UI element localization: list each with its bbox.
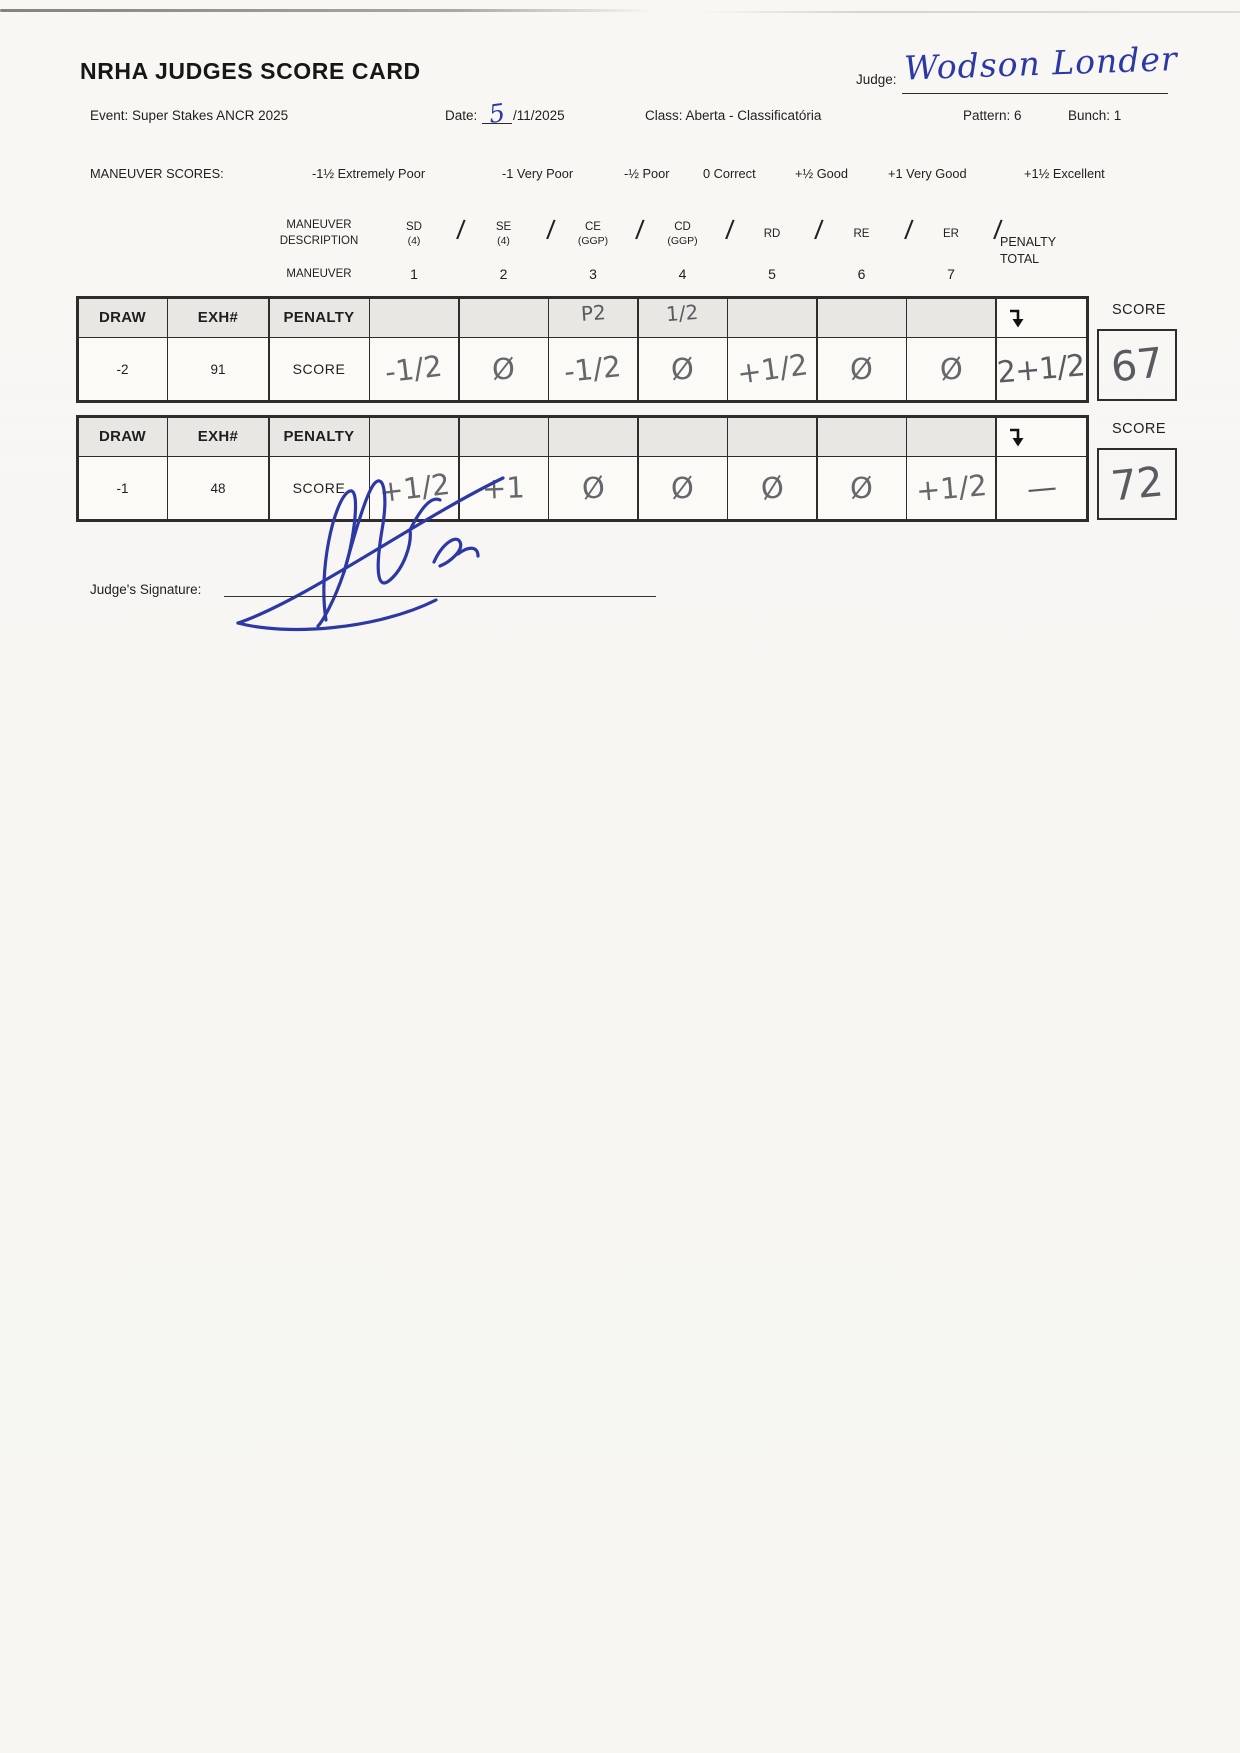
draw-header-cell: DRAW (79, 299, 167, 337)
penalty-total-value-cell: 2+1/2 (997, 338, 1086, 400)
penalty-note-cell: 1/2 (639, 299, 727, 337)
maneuver-score-cell: +1/2 (728, 338, 816, 400)
penalty-total-label: PENALTY TOTAL (1000, 235, 1057, 266)
event-value: Super Stakes ANCR 2025 (132, 108, 289, 123)
maneuver-score-cell: Ø (728, 457, 816, 519)
maneuver-row-label: MANEUVER (286, 268, 352, 280)
exh-header-cell: EXH# (168, 299, 268, 337)
maneuver-score-cell: Ø (818, 457, 906, 519)
bunch-field (1068, 108, 1121, 123)
penalty-note-cell (460, 299, 548, 337)
penalty-header-cell: PENALTY (270, 299, 369, 337)
divider-slash: / (456, 214, 467, 246)
draw-header-cell: DRAW (79, 418, 167, 456)
maneuver-scores-legend (0, 166, 1240, 188)
legend-item: -½ Poor (624, 166, 670, 181)
divider-slash: / (545, 214, 557, 246)
event-label: Event: (90, 108, 129, 123)
draw-value-cell: -2 (79, 338, 167, 400)
maneuver-number: 5 (768, 266, 776, 282)
penalty-note-cell (728, 299, 816, 337)
legend-item: +1½ Excellent (1024, 166, 1105, 181)
score-box: 72 (1097, 448, 1177, 520)
maneuver-score-cell: Ø (460, 338, 548, 400)
judge-name-handwritten: Wodson Londer (903, 39, 1179, 88)
score-column-label: SCORE (1111, 421, 1167, 437)
legend-item: 0 Correct (703, 166, 756, 181)
maneuver-score-cell: +1 (460, 457, 548, 519)
exh-value-cell: 91 (168, 338, 268, 400)
maneuver-score-cell: Ø (639, 457, 727, 519)
maneuver-score-cell: -1/2 (549, 338, 637, 400)
event-field (90, 108, 288, 123)
maneuver-col-er: ER / (907, 210, 995, 258)
corner-down-arrow-icon (1007, 307, 1027, 329)
legend-item: +1 Very Good (888, 166, 967, 181)
date-label: Date: (445, 108, 478, 123)
maneuver-score-cell: Ø (818, 338, 906, 400)
maneuver-col-se: SE (4) / (495, 214, 557, 247)
penalty-note-cell (818, 299, 906, 337)
maneuver-number: 4 (678, 266, 687, 282)
maneuver-number: 7 (947, 266, 955, 282)
maneuver-number: 2 (499, 266, 508, 282)
judge-label: Judge: (856, 72, 897, 87)
judge-signature-line (224, 596, 656, 597)
legend-item: +½ Good (795, 166, 849, 181)
info-row (0, 98, 1240, 134)
maneuver-score-cell: +1/2 (907, 457, 995, 519)
pattern-value: 6 (1014, 108, 1022, 123)
scan-artifact-line (700, 11, 1240, 13)
maneuver-score-cell: -1/2 (370, 338, 458, 400)
judge-signature-ink (226, 450, 526, 635)
penalty-total-header-cell (997, 299, 1086, 337)
bunch-value: 1 (1113, 108, 1122, 123)
class-label: Class: (645, 108, 683, 123)
maneuver-col-ce: CE (GGP) / (577, 214, 646, 247)
penalty-note-cell (818, 418, 906, 456)
maneuver-header (76, 210, 1094, 290)
divider-slash: / (635, 214, 646, 246)
maneuver-description-label: MANEUVER DESCRIPTION (279, 219, 359, 247)
penalty-note-cell (907, 418, 995, 456)
score-row-label-cell: SCORE (270, 457, 369, 519)
maneuver-col-rd: RD / (728, 210, 816, 258)
penalty-note-cell (728, 418, 816, 456)
divider-slash: / (993, 214, 1004, 246)
date-day-handwritten: 5 (487, 98, 507, 129)
penalty-total-value-cell: — (997, 457, 1086, 519)
date-day-underline (482, 98, 512, 129)
legend-item: -1½ Extremely Poor (312, 166, 426, 181)
score-table-entry-1 (76, 296, 1167, 403)
draw-value-cell: -1 (79, 457, 167, 519)
maneuver-number: 3 (589, 266, 597, 282)
exh-value-cell: 48 (168, 457, 268, 519)
scan-artifact-line (0, 9, 652, 12)
maneuver-col-cd: CD (GGP) / (667, 214, 736, 247)
bunch-label: Bunch: (1068, 108, 1111, 123)
penalty-total-header-cell (997, 418, 1086, 456)
divider-slash: / (724, 214, 736, 246)
maneuver-score-cell: Ø (549, 457, 637, 519)
maneuver-score-cell: +1/2 (370, 457, 458, 519)
legend-item: -1 Very Poor (502, 166, 574, 181)
divider-slash: / (903, 214, 915, 246)
page-title: NRHA JUDGES SCORE CARD (80, 58, 421, 84)
maneuver-score-cell: Ø (907, 338, 995, 400)
score-row-label-cell: SCORE (270, 338, 369, 400)
class-field (645, 108, 821, 123)
legend-label: MANEUVER SCORES: (90, 166, 224, 181)
class-value: Aberta - Classificatória (685, 108, 822, 123)
penalty-note-cell (549, 418, 637, 456)
exh-header-cell: EXH# (168, 418, 268, 456)
score-box: 67 (1097, 329, 1177, 401)
penalty-note-cell (907, 299, 995, 337)
divider-slash: / (814, 214, 825, 246)
penalty-note-cell: P2 (549, 299, 637, 337)
penalty-note-cell (370, 299, 458, 337)
corner-down-arrow-icon (1007, 426, 1027, 448)
maneuver-col-sd: SD (4) / (406, 214, 467, 247)
maneuver-col-re: RE / (818, 210, 906, 258)
pattern-label: Pattern: (963, 108, 1011, 123)
date-rest: /11/2025 (513, 108, 565, 123)
judge-signature-label: Judge's Signature: (90, 582, 202, 597)
penalty-note-cell (639, 418, 727, 456)
date-field (445, 98, 565, 129)
maneuver-number: 1 (410, 266, 418, 282)
score-column-label: SCORE (1111, 302, 1167, 318)
penalty-header-cell: PENALTY (270, 418, 369, 456)
maneuver-score-cell: Ø (639, 338, 727, 400)
maneuver-number: 6 (857, 266, 866, 282)
judge-underline (902, 93, 1168, 94)
pattern-field (963, 108, 1022, 123)
